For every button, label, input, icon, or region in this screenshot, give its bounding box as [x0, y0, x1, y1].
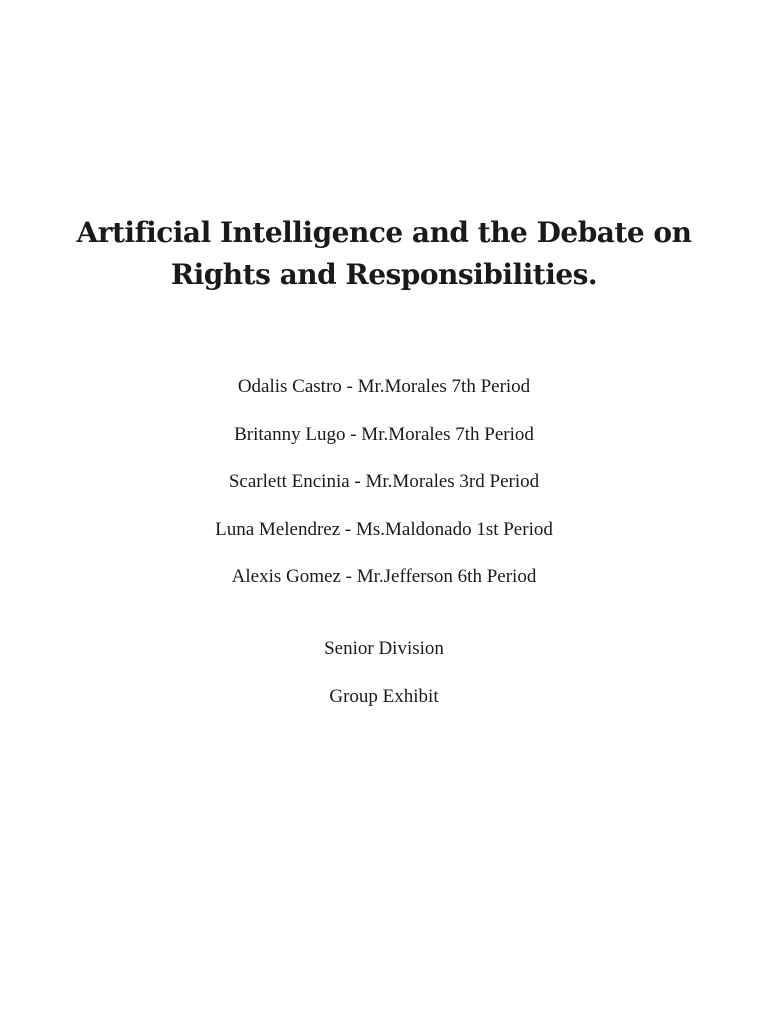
entry-details [0, 635, 768, 731]
document-title [40, 212, 728, 296]
author-entry: Scarlett Encinia - Mr.Morales 3rd Period [228, 471, 540, 492]
title-line-1: Artificial Intelligence and the Debate on [76, 216, 692, 249]
author-entry: Odalis Castro - Mr.Morales 7th Period [237, 376, 531, 397]
author-list [0, 373, 768, 611]
author-entry: Luna Melendrez - Ms.Maldonado 1st Period [215, 518, 553, 540]
author-entry: Alexis Gomez - Mr.Jefferson 6th Period [231, 566, 537, 587]
author-entry: Britanny Lugo - Mr.Morales 7th Period [234, 423, 534, 445]
category-label: Group Exhibit [329, 686, 439, 707]
division-label: Senior Division [324, 638, 444, 659]
title-line-2: Rights and Responsibilities. [170, 258, 598, 291]
